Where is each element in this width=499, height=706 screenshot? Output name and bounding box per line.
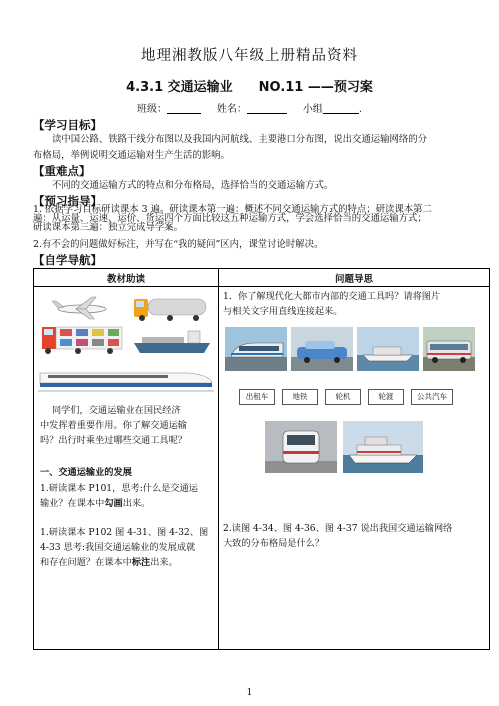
group-label: 小组 xyxy=(302,104,323,115)
question2-line1: 2.读图 4-34、图 4-36、图 4-37 说出我国交通运输网络 xyxy=(223,523,453,534)
self-study-heading: 【自学导航】 xyxy=(33,253,102,267)
reading-q2-tail: 出来。 xyxy=(150,557,178,568)
name-blank[interactable] xyxy=(247,103,287,114)
name-label: 姓名： xyxy=(216,104,247,115)
airplane-icon xyxy=(52,297,106,319)
reading-q1-mark: 勾画 xyxy=(104,498,123,509)
intro-line1: 同学们，交通运输业在国民经济 xyxy=(52,405,181,416)
car-carrier-icon xyxy=(42,327,122,354)
guide-item1-line1: 1. 依据学习目标研读课本 3 遍。研读课本第一遍：概述不同交通运输方式的特点；研读课本第二 xyxy=(33,204,432,215)
label-subway[interactable]: 地铁 xyxy=(282,389,318,405)
label-ship[interactable]: 轮机 xyxy=(325,389,361,405)
high-speed-train-icon xyxy=(38,373,214,391)
goals-text-line1: 读中国公路、铁路干线分布图以及我国内河航线、主要港口分布图，说出交通运输网络的分 xyxy=(52,134,428,145)
reading-cell xyxy=(34,287,219,650)
intro-line2: 中发挥着重要作用。你了解交通运输 xyxy=(40,420,187,431)
guide-item1-line3: 研读课本第三遍：独立完成导学案。 xyxy=(33,222,184,233)
question1-line2: 与相关文字用直线连接起来。 xyxy=(223,306,343,317)
question1-line1: 1．你了解现代化大都市内部的交通工具吗？请将图片 xyxy=(223,291,441,302)
taxi-photo xyxy=(291,327,353,371)
reading-q1-line2 xyxy=(40,496,150,511)
document-title: 地理湘教版八年级上册精品资料 xyxy=(141,48,358,64)
label-bus[interactable]: 公共汽车 xyxy=(411,389,453,405)
key-points-heading: 【重难点】 xyxy=(33,164,91,178)
lesson-number: NO.11 ——预习案 xyxy=(258,80,373,95)
ferry-photo xyxy=(357,327,419,371)
reading-q2-mark: 标注 xyxy=(131,557,151,568)
period-mark: . xyxy=(358,104,362,115)
passenger-ship-photo xyxy=(343,421,423,473)
intro-line3: 吗？出行时乘坐过哪些交通工具呢？ xyxy=(40,435,187,446)
guide-item2: 2.有不会的问题做好标注，并写在“我的疑问”区内，课堂讨论时解决。 xyxy=(33,239,324,250)
class-label: 班级： xyxy=(137,104,167,115)
transport-illustration xyxy=(38,291,214,395)
question2-line2: 大致的分布格局是什么？ xyxy=(223,538,325,549)
key-points-text: 不同的交通运输方式的特点和分布格局，选择恰当的交通运输方式。 xyxy=(52,180,334,191)
reading-q2-line1: 1.研读课本 P102 图 4-31、图 4-32、图 xyxy=(40,527,209,538)
goals-text-line2: 布格局，举例说明交通运输对生产生活的影响。 xyxy=(33,150,230,161)
class-blank[interactable] xyxy=(167,103,201,114)
reading-q1-tail: 出来。 xyxy=(122,498,151,509)
column-header-reading: 教材助读 xyxy=(34,269,219,287)
section-heading-development: 一、交通运输业的发展 xyxy=(40,467,132,478)
goals-heading: 【学习目标】 xyxy=(33,118,102,132)
self-study-table xyxy=(33,268,490,650)
questions-cell xyxy=(219,287,490,650)
label-ferry[interactable]: 轮渡 xyxy=(368,389,404,405)
bus-photo xyxy=(423,327,475,371)
reading-q2-line2: 4-33 思考:我国交通运输业的发展成就 xyxy=(40,542,196,553)
group-blank[interactable] xyxy=(323,103,359,114)
subway-station-photo xyxy=(265,421,337,473)
reading-q1-line1: 1.研读课本 P101，思考:什么是交通运 xyxy=(40,483,198,494)
guide-item1-line2: 遍：从运量、运速、运价、货运四个方面比较这五种运输方式，学会选择恰当的交通运输方式； xyxy=(33,213,427,224)
metro-train-photo xyxy=(225,327,287,371)
lesson-name: 4.3.1 交通运输业 xyxy=(126,80,233,95)
page-number: 1 xyxy=(246,688,253,698)
label-taxi[interactable]: 出租车 xyxy=(239,389,275,405)
tanker-truck-icon xyxy=(134,299,206,321)
guide-heading: 【预习指导】 xyxy=(33,194,102,208)
reading-q1-text: 输业？在课本中 xyxy=(40,498,105,509)
cargo-ship-icon xyxy=(134,331,210,353)
reading-q2-line3 xyxy=(40,555,178,570)
column-header-questions: 问题导思 xyxy=(219,269,490,287)
lesson-title xyxy=(0,76,499,95)
reading-q2-text: 和存在问题？在课本中 xyxy=(40,557,132,568)
student-info-line xyxy=(0,100,499,115)
